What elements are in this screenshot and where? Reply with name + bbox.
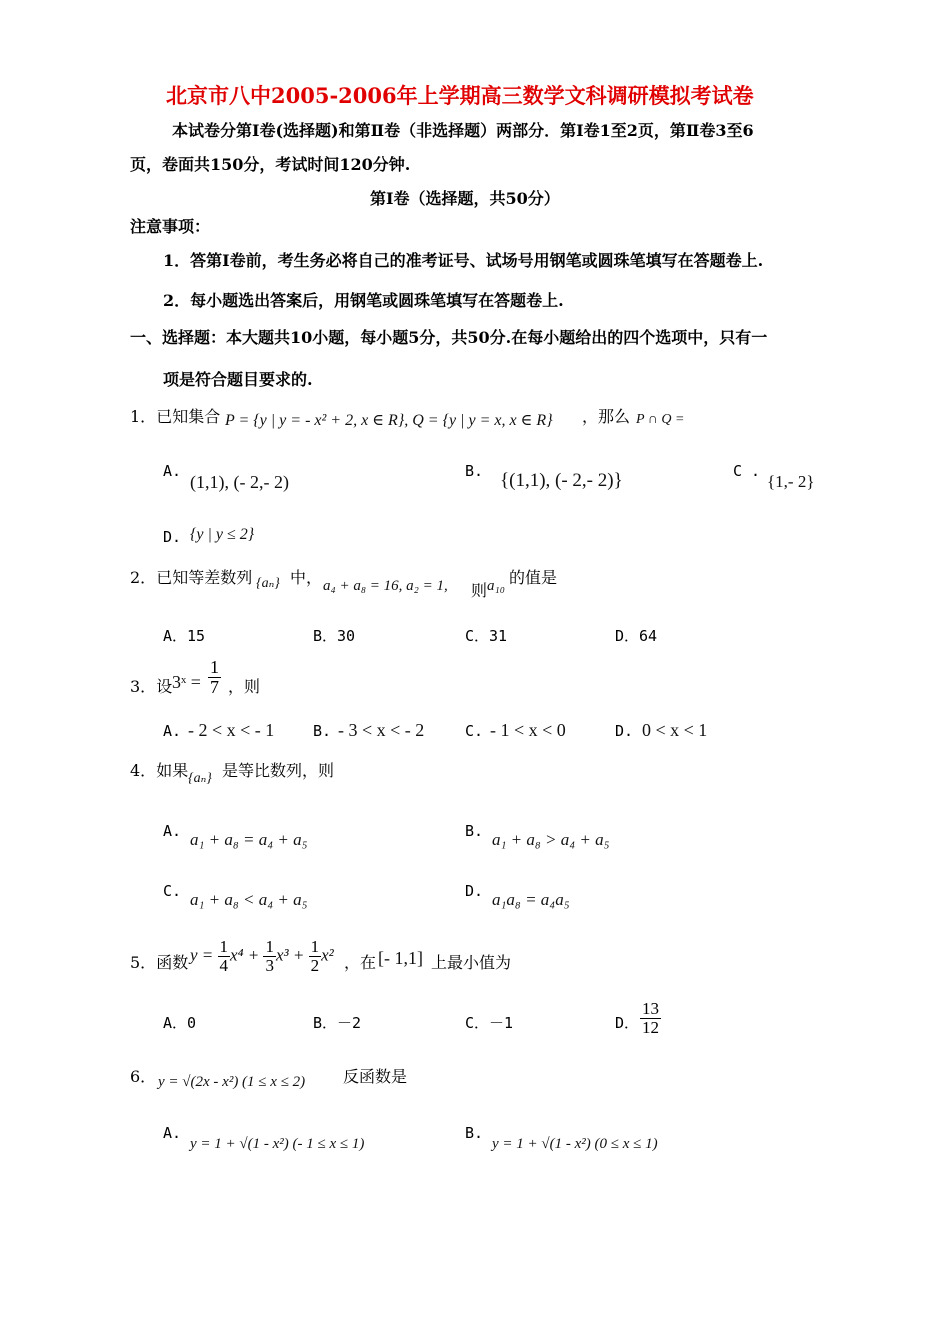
q1-option-c-label: C . bbox=[733, 462, 761, 480]
q5-option-d-label: D． bbox=[615, 1014, 640, 1032]
question-5-number: 5． bbox=[130, 953, 157, 972]
q2-option-b[interactable]: B．30 bbox=[313, 627, 356, 645]
intro-line-2: 页，卷面共150分，考试时间120分钟. bbox=[130, 155, 411, 174]
q6-option-b-label: B. bbox=[465, 1124, 484, 1142]
question-1-stem bbox=[130, 404, 220, 427]
notice-1: 1．答第Ⅰ卷前，考生务必将自己的准考证号、试场号用钢笔或圆珠笔填写在答题卷上. bbox=[163, 251, 764, 270]
q1-option-b-label: B. bbox=[465, 462, 484, 480]
q3-option-c[interactable]: - 1 < x < 0 bbox=[490, 720, 566, 740]
q5-term3: x² bbox=[321, 945, 334, 965]
question-3-stem bbox=[130, 674, 172, 697]
q5-f1-num: 1 bbox=[219, 937, 229, 956]
q2-option-a[interactable]: A．15 bbox=[163, 627, 206, 645]
question-3-lhs: 3ˣ = bbox=[172, 672, 201, 692]
q3-option-d-label: D. bbox=[615, 722, 634, 740]
question-5-stem bbox=[130, 950, 188, 973]
question-2-tail: 的值是 bbox=[509, 568, 558, 587]
intro-line-1: 本试卷分第Ⅰ卷(选择题)和第Ⅱ卷（非选择题）两部分．第Ⅰ卷1至2页，第Ⅱ卷3至6 bbox=[172, 121, 754, 140]
q1-option-d-label: D. bbox=[163, 528, 182, 546]
question-5-mid: ，在 bbox=[344, 953, 377, 972]
q5-term1: x⁴ + bbox=[230, 945, 260, 965]
q5-d-num: 13 bbox=[642, 999, 659, 1018]
question-4-tail: 是等比数列，则 bbox=[222, 761, 335, 780]
question-5-tail: 上最小值为 bbox=[431, 953, 512, 972]
question-6-formula: y = √(2x - x²) (1 ≤ x ≤ 2) bbox=[158, 1074, 306, 1090]
q4-option-d[interactable]: a₁a₈ = a₄a₅ bbox=[492, 890, 570, 909]
question-3-tail: ，则 bbox=[228, 677, 261, 696]
q5-y: y = bbox=[190, 945, 214, 965]
q5-f3-num: 1 bbox=[310, 937, 320, 956]
q5-term2: x³ + bbox=[275, 945, 305, 965]
q5-option-a[interactable]: A．0 bbox=[163, 1014, 197, 1032]
q5-option-b[interactable]: B．－2 bbox=[313, 1014, 362, 1032]
question-1-formula: P = {y | y = - x² + 2, x ∈ R}, Q = {y | y = x, x ∈ R} bbox=[225, 412, 553, 429]
q5-f2-den: 3 bbox=[265, 955, 274, 975]
q5-f3-den: 2 bbox=[310, 955, 320, 975]
question-4-text: 如果 bbox=[156, 761, 189, 780]
notice-2: 2．每小题选出答案后，用钢笔或圆珠笔填写在答题卷上. bbox=[163, 291, 564, 310]
q1-option-d[interactable]: {y | y ≤ 2} bbox=[190, 526, 255, 543]
question-2-formula: a₄ + a₈ = 16, a₂ = 1, bbox=[323, 578, 448, 594]
question-2-a10: a₁₀ bbox=[487, 578, 505, 594]
q3-frac-num: 1 bbox=[210, 657, 219, 677]
q4-option-d-label: D. bbox=[465, 882, 484, 900]
section1-instructions-line1: 一、选择题：本大题共10小题，每小题5分，共50分.在每小题给出的四个选项中，只有一 bbox=[130, 328, 768, 347]
q4-option-c[interactable]: a₁ + a₈ < a₄ + a₅ bbox=[190, 890, 308, 909]
question-3-text: 设 bbox=[156, 677, 173, 696]
question-5-text: 函数 bbox=[156, 953, 189, 972]
q6-option-a-label: A. bbox=[163, 1124, 182, 1142]
q3-option-a-label: A. bbox=[163, 722, 182, 740]
q1-option-c[interactable]: {1,- 2} bbox=[767, 472, 815, 491]
q4-option-c-label: C. bbox=[163, 882, 182, 900]
q6-option-b[interactable]: y = 1 + √(1 - x²) (0 ≤ x ≤ 1) bbox=[492, 1136, 658, 1152]
q5-option-c[interactable]: C．－1 bbox=[465, 1014, 514, 1032]
q5-f1-den: 4 bbox=[219, 955, 229, 975]
question-4-number: 4． bbox=[130, 761, 157, 780]
q2-option-d[interactable]: D．64 bbox=[615, 627, 658, 645]
question-6-tail: 反函数是 bbox=[343, 1067, 408, 1086]
question-1-number: 1． bbox=[130, 407, 157, 426]
page-title: 北京市八中2005-2006年上学期高三数学文科调研模拟考试卷 bbox=[166, 83, 754, 108]
question-2-mid: 中， bbox=[290, 568, 323, 587]
q2-option-c[interactable]: C．31 bbox=[465, 627, 508, 645]
question-3-number: 3． bbox=[130, 677, 157, 696]
q3-option-b-label: B. bbox=[313, 722, 332, 740]
q3-option-d[interactable]: 0 < x < 1 bbox=[642, 720, 708, 740]
question-2-text: 已知等差数列 bbox=[156, 568, 253, 587]
question-1-then: ，那么 bbox=[582, 407, 631, 426]
q1-option-a[interactable]: (1,1), (- 2,- 2) bbox=[190, 472, 289, 492]
q3-option-b[interactable]: - 3 < x < - 2 bbox=[338, 720, 425, 740]
question-2-then: 则 bbox=[471, 581, 488, 600]
q4-option-a[interactable]: a₁ + a₈ = a₄ + a₅ bbox=[190, 830, 308, 849]
q4-option-a-label: A. bbox=[163, 822, 182, 840]
q6-option-a[interactable]: y = 1 + √(1 - x²) (- 1 ≤ x ≤ 1) bbox=[190, 1136, 365, 1152]
q5-d-den: 12 bbox=[642, 1017, 659, 1037]
question-1-ask: P ∩ Q = bbox=[636, 412, 685, 427]
q1-option-b[interactable]: {(1,1), (- 2,- 2)} bbox=[500, 470, 623, 491]
q3-option-c-label: C. bbox=[465, 722, 484, 740]
section1-instructions-line2: 项是符合题目要求的. bbox=[163, 370, 313, 389]
question-3-fraction bbox=[208, 658, 221, 697]
question-5-interval: [- 1,1] bbox=[378, 948, 423, 968]
q3-option-a[interactable]: - 2 < x < - 1 bbox=[188, 720, 275, 740]
q5-f2-num: 1 bbox=[265, 937, 274, 956]
question-2-seq: {aₙ} bbox=[256, 576, 280, 591]
question-4-seq: {aₙ} bbox=[188, 771, 212, 786]
q5-option-d[interactable] bbox=[640, 1000, 661, 1037]
q4-option-b-label: B. bbox=[465, 822, 484, 840]
question-5-formula bbox=[190, 938, 334, 975]
question-4-stem bbox=[130, 758, 188, 781]
q4-option-b[interactable]: a₁ + a₈ > a₄ + a₅ bbox=[492, 830, 610, 849]
question-6-number: 6． bbox=[130, 1067, 157, 1086]
notice-heading: 注意事项： bbox=[130, 217, 211, 236]
q3-frac-den: 7 bbox=[210, 676, 219, 697]
q1-option-a-label: A. bbox=[163, 462, 182, 480]
question-2-stem bbox=[130, 565, 252, 588]
question-2-number: 2． bbox=[130, 568, 157, 587]
question-1-text: 已知集合 bbox=[156, 407, 221, 426]
part1-heading: 第Ⅰ卷（选择题，共50分） bbox=[370, 189, 560, 208]
